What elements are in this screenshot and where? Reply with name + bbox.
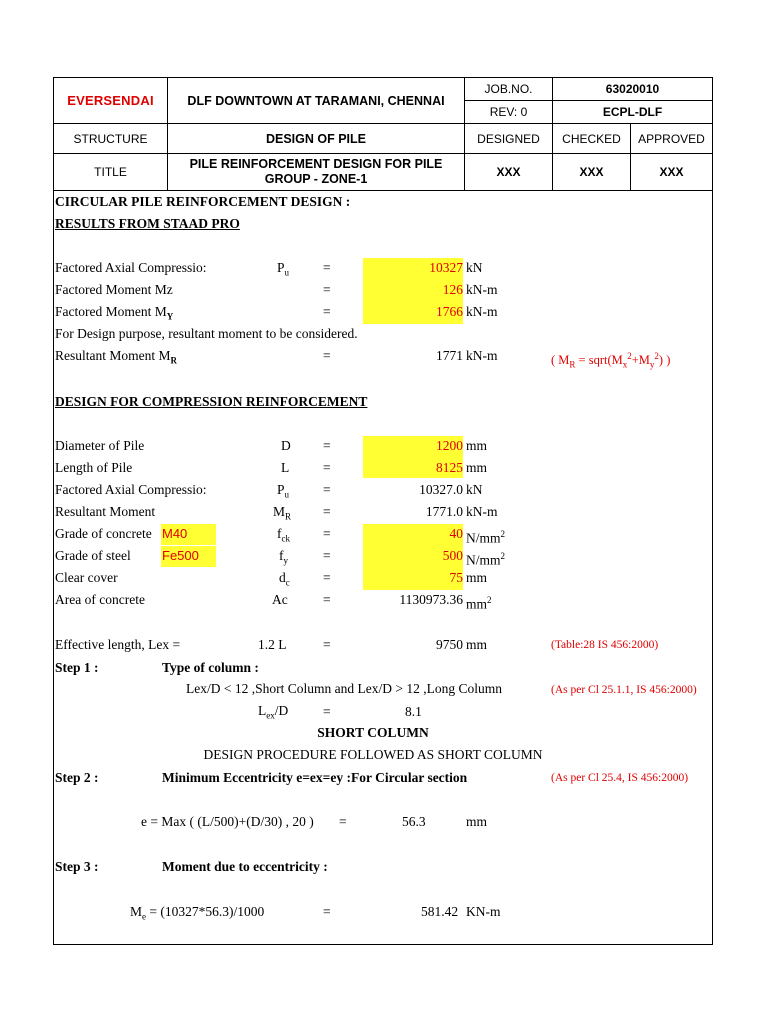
unit-effective-length: mm xyxy=(466,637,488,652)
label-concrete: Grade of concrete xyxy=(55,526,152,541)
grade-steel-tag: Fe500 xyxy=(162,548,199,563)
design-note: For Design purpose, resultant moment to be considered. xyxy=(55,326,358,341)
unit-axial: kN xyxy=(466,482,483,497)
equals-my: = xyxy=(323,304,331,319)
value-resultant: 1771.0 xyxy=(425,504,463,519)
step2-title: Minimum Eccentricity e=ex=ey :For Circular section xyxy=(162,770,468,785)
equals-concrete: = xyxy=(323,526,331,541)
unit-mr: kN-m xyxy=(466,348,498,363)
equals-mz: = xyxy=(323,282,331,297)
unit-concrete: $N/mm^2$ xyxy=(466,529,506,546)
step2-formula: e = Max ( (L/500)+(D/30) , 20 ) xyxy=(141,814,314,829)
equals-pu: = xyxy=(323,260,331,275)
label-my: Factored Moment $M_Y$ xyxy=(55,304,174,322)
step2-label: Step 2 : xyxy=(55,770,99,785)
checked-label: CHECKED xyxy=(553,124,631,154)
label-cover: Clear cover xyxy=(55,570,118,585)
step1-label: Step 1 : xyxy=(55,660,99,675)
logo-cell xyxy=(54,78,168,124)
step1-result: SHORT COLUMN xyxy=(317,725,429,740)
equals-effective-length: = xyxy=(323,637,331,652)
value-mr: 1771 xyxy=(436,348,463,363)
symbol-length: L xyxy=(281,460,290,475)
value-diameter: 1200 xyxy=(436,438,463,453)
value-steel: 500 xyxy=(442,548,463,563)
designed-by: XXX xyxy=(465,154,553,191)
equals-area: = xyxy=(323,592,331,607)
symbol-fck: $f_{ck}$ xyxy=(277,526,290,544)
value-my: 1766 xyxy=(436,304,463,319)
value-mz: 126 xyxy=(442,282,463,297)
equals-mr: = xyxy=(323,348,331,363)
title-value: PILE REINFORCEMENT DESIGN FOR PILE GROUP - ZONE-1 xyxy=(168,154,465,191)
symbol-diameter: D xyxy=(281,438,291,453)
value-effective-length: 9750 xyxy=(436,637,463,652)
equals-steel: = xyxy=(323,548,331,563)
unit-length: mm xyxy=(466,460,488,475)
step2-ref: (As per Cl 25.4, IS 456:2000) xyxy=(551,772,689,784)
structure-value: DESIGN OF PILE xyxy=(168,124,465,154)
value-area: 1130973.36 xyxy=(399,592,463,607)
unit-diameter: mm xyxy=(466,438,488,453)
symbol-ac: Ac xyxy=(272,592,288,607)
value-length: 8125 xyxy=(436,460,463,475)
step3-value: 581.42 xyxy=(421,904,459,919)
step1-criteria: Lex/D < 12 ,Short Column and Lex/D > 12 ,Long Column xyxy=(186,681,502,696)
unit-resultant: kN-m xyxy=(466,504,498,519)
step3-title: Moment due to eccentricity : xyxy=(162,859,328,874)
mr-formula: ( $M_R$ = $sqrt(M_x^2+M_y^2)$ ) xyxy=(551,351,671,370)
job-no-value: 63020010 xyxy=(553,78,713,101)
step2-equals: = xyxy=(339,814,347,829)
symbol-resultant: $M_R$ xyxy=(273,504,292,522)
step1-ref: (As per Cl 25.1.1, IS 456:2000) xyxy=(551,684,697,696)
heading-compression: DESIGN FOR COMPRESSION REINFORCEMENT xyxy=(55,394,368,409)
step2-unit: mm xyxy=(466,814,488,829)
value-axial: 10327.0 xyxy=(419,482,463,497)
step1-title: Type of column : xyxy=(162,660,259,675)
unit-pu: kN xyxy=(466,260,483,275)
designed-label: DESIGNED xyxy=(465,124,553,154)
step3-equals: = xyxy=(323,904,331,919)
approved-by: XXX xyxy=(631,154,713,191)
equals-axial: = xyxy=(323,482,331,497)
step3-label: Step 3 : xyxy=(55,859,99,874)
step3-unit: KN-m xyxy=(466,904,501,919)
symbol-axial: $P_u$ xyxy=(277,482,290,500)
unit-cover: mm xyxy=(466,570,488,585)
title-label: TITLE xyxy=(54,154,168,191)
step1-procedure: DESIGN PROCEDURE FOLLOWED AS SHORT COLUMN xyxy=(203,747,543,762)
label-axial: Factored Axial Compressio: xyxy=(55,482,207,497)
approved-label: APPROVED xyxy=(631,124,713,154)
label-steel: Grade of steel xyxy=(55,548,131,563)
heading-circular-pile: CIRCULAR PILE REINFORCEMENT DESIGN : xyxy=(55,194,351,209)
equals-cover: = xyxy=(323,570,331,585)
structure-label: STRUCTURE xyxy=(54,124,168,154)
label-length: Length of Pile xyxy=(55,460,133,475)
factor-effective-length: 1.2 L xyxy=(258,637,287,652)
value-concrete: 40 xyxy=(449,526,463,541)
value-pu: 10327 xyxy=(429,260,463,275)
unit-mz: kN-m xyxy=(466,282,498,297)
label-area: Area of concrete xyxy=(55,592,145,607)
step1-ratio-value: 8.1 xyxy=(405,704,422,719)
unit-steel: $N/mm^2$ xyxy=(466,551,506,568)
step1-equals: = xyxy=(323,704,331,719)
step3-formula: $M_e = (10327*56.3)/1000$ xyxy=(130,904,265,922)
company-logo: EVERSENDAI xyxy=(67,93,154,108)
project-name: DLF DOWNTOWN AT TARAMANI, CHENNAI xyxy=(168,78,465,124)
label-mr: Resultant Moment $M_R$ xyxy=(55,348,177,366)
symbol-fy: $f_y$ xyxy=(279,548,288,566)
unit-area: $mm^2$ xyxy=(466,595,492,612)
label-diameter: Diameter of Pile xyxy=(55,438,145,453)
unit-my: kN-m xyxy=(466,304,498,319)
heading-results-staad: RESULTS FROM STAAD PRO xyxy=(55,216,240,231)
label-effective-length: Effective length, Lex = xyxy=(55,637,181,652)
label-mz: Factored Moment Mz xyxy=(55,282,173,297)
ref-table28: (Table:28 IS 456:2000) xyxy=(551,639,659,651)
label-pu: Factored Axial Compressio: xyxy=(55,260,207,275)
equals-length: = xyxy=(323,460,331,475)
equals-resultant: = xyxy=(323,504,331,519)
equals-diameter: = xyxy=(323,438,331,453)
value-cover: 75 xyxy=(449,570,463,585)
step2-value: 56.3 xyxy=(402,814,426,829)
rev-label: REV: 0 xyxy=(465,101,553,124)
step1-ratio-label: $L_{ex}/D$ xyxy=(258,703,289,721)
grade-concrete-tag: M40 xyxy=(162,526,188,541)
symbol-dc: $d_c$ xyxy=(279,570,290,588)
job-no-label: JOB.NO. xyxy=(465,78,553,101)
checked-by: XXX xyxy=(553,154,631,191)
label-resultant: Resultant Moment xyxy=(55,504,156,519)
symbol-pu: $P_u$ xyxy=(277,260,290,278)
rev-value: ECPL-DLF xyxy=(553,101,713,124)
